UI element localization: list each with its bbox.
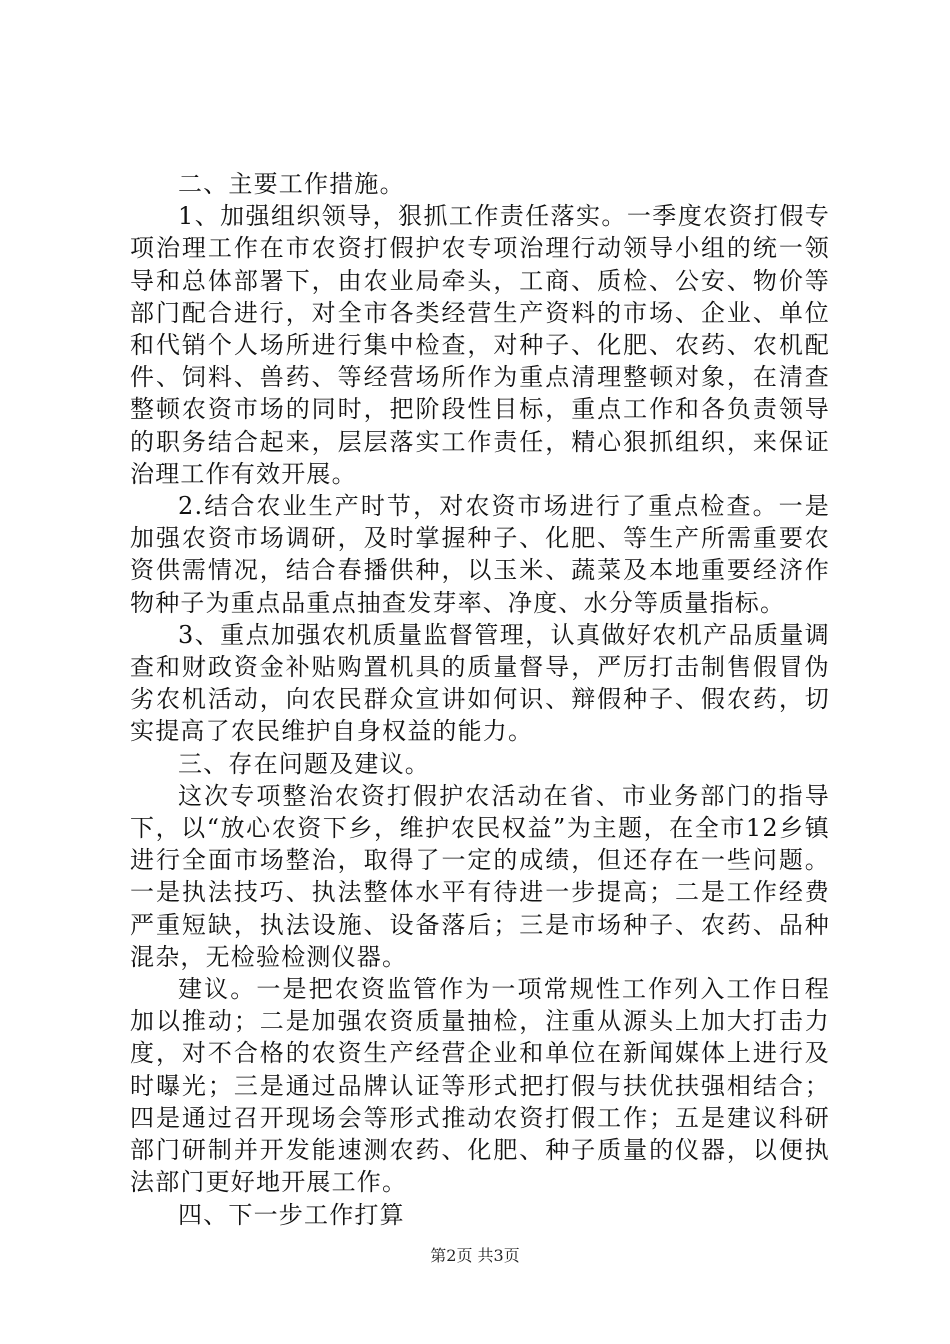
paragraph-inspection: 2.结合农业生产时节，对农资市场进行了重点检查。一是加强农资市场调研，及时掌握种子、化肥、等生产所需重要农资供需情况，结合春播供种，以玉米、蔬菜及本地重要经济作物种子为重点品重点抽查发芽率、净度、水分等质量指标。 [130, 492, 830, 617]
document-body [130, 168, 830, 1231]
section-heading-problems: 三、存在问题及建议。 [178, 749, 430, 778]
paragraph-organization: 1、加强组织领导，狠抓工作责任落实。一季度农资打假专项治理工作在市农资打假护农专项治理行动领导小组的统一领导和总体部署下，由农业局牵头，工商、质检、公安、物价等部门配合进行，对全市各类经营生产资料的市场、企业、单位和代销个人场所进行集中检查，对种子、化肥、农药、农机配件、饲料、兽药、等经营场所作为重点清理整顿对象，在清查整顿农资市场的同时，把阶段性目标，重点工作和各负责领导的职务结合起来，层层落实工作责任，精心狠抓组织，来保证治理工作有效开展。 [130, 202, 830, 488]
section-heading-measures: 二、主要工作措施。 [178, 170, 405, 198]
paragraph-machinery: 3、重点加强农机质量监督管理，认真做好农机产品质量调查和财政资金补贴购置机具的质量督导，严厉打击制售假冒伪劣农机活动，向农民群众宣讲如何识、辩假种子、假农药，切实提高了农民维护自身权益的能力。 [130, 620, 830, 746]
paragraph-suggestions: 建议。一是把农资监管作为一项常规性工作列入工作日程加以推动；二是加强农资质量抽检，注重从源头上加大打击力度，对不合格的农资生产经营企业和单位在新闻媒体上进行及时曝光；三是通过品牌认证等形式把打假与扶优扶强相结合；四是通过召开现场会等形式推动农资打假工作；五是建议科研部门研制并开发能速测农药、化肥、种子质量的仪器，以便执法部门更好地开展工作。 [130, 975, 830, 1197]
page-number-footer: 第2页 共3页 [430, 1246, 520, 1265]
paragraph-problems: 这次专项整治农资打假护农活动在省、市业务部门的指导下，以“放心农资下乡，维护农民权益”为主题，在全市12乡镇进行全面市场整治，取得了一定的成绩，但还存在一些问题。一是执法技巧、执法整体水平有待进一步提高；二是工作经费严重短缺，执法设施、设备落后；三是市场种子、农药、品种混杂，无检验检测仪器。 [130, 781, 830, 971]
section-heading-next-steps: 四、下一步工作打算 [178, 1200, 405, 1229]
